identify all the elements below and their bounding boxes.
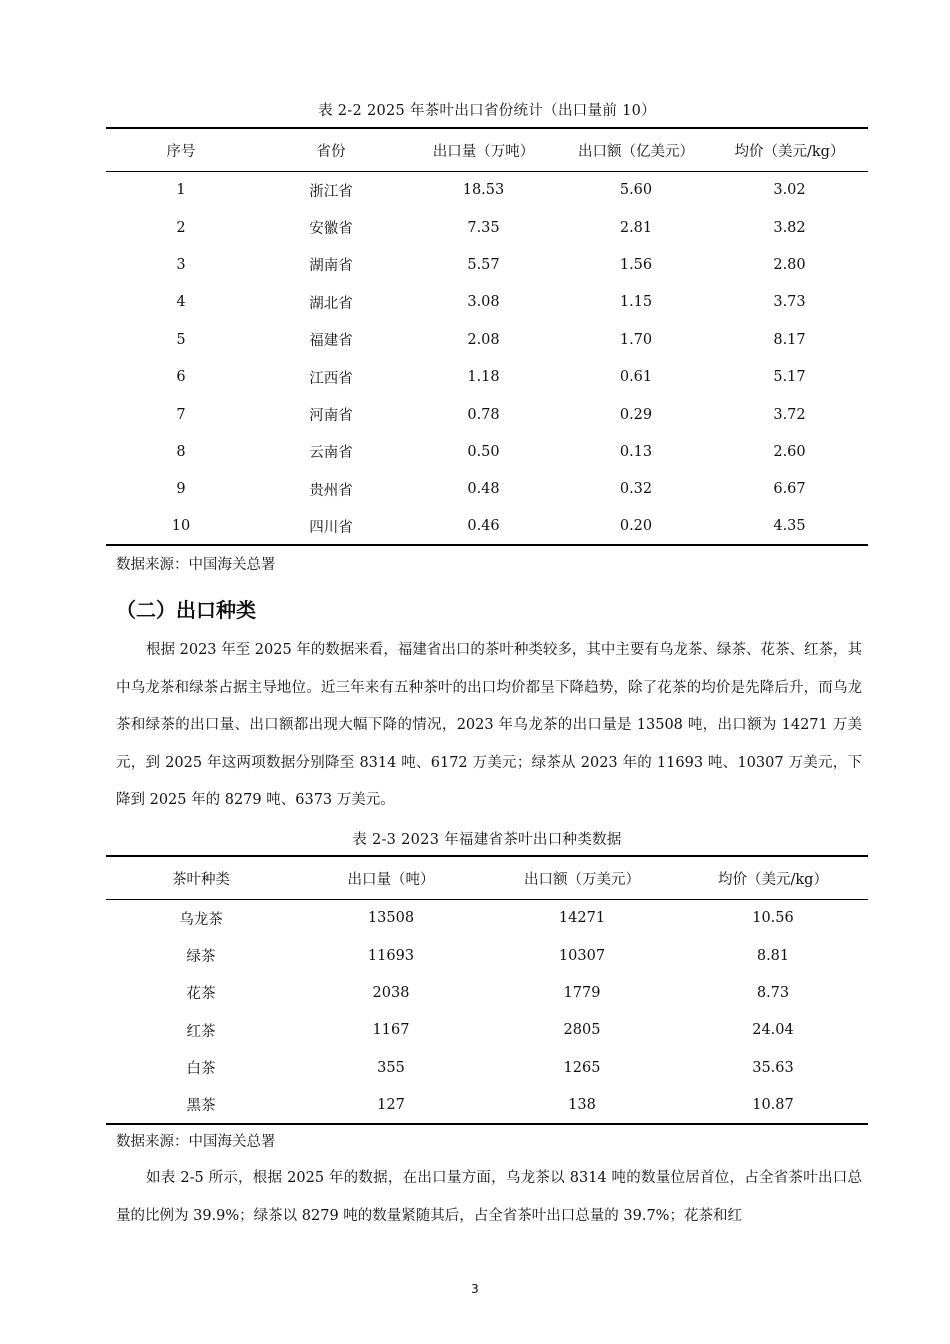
header-cell: 均价（美元/kg） xyxy=(711,128,868,172)
table-row xyxy=(106,358,868,395)
table-cell: 乌龙茶 xyxy=(179,911,223,928)
table-cell: 四川省 xyxy=(309,519,353,536)
table-row xyxy=(106,1012,868,1049)
table-cell: 1 xyxy=(176,182,186,199)
table-cell: 3.08 xyxy=(467,294,500,311)
table-cell: 贵州省 xyxy=(309,482,353,499)
table-cell: 6 xyxy=(176,369,186,386)
table-cell: 花茶 xyxy=(186,986,216,1003)
section-title: （二）出口种类 xyxy=(116,598,256,622)
table-cell: 0.46 xyxy=(467,518,500,535)
table-cell: 云南省 xyxy=(309,445,353,462)
table-cell: 0.48 xyxy=(467,481,500,498)
table-cell: 3.73 xyxy=(773,294,806,311)
table-cell: 8.73 xyxy=(756,984,790,1001)
table-cell: 4.35 xyxy=(773,518,806,535)
table-cell: 10.87 xyxy=(752,1096,794,1113)
table-cell: 2.81 xyxy=(619,219,653,236)
table-cell: 10307 xyxy=(558,947,606,964)
table-cell: 18.53 xyxy=(462,182,505,199)
table-cell: 0.32 xyxy=(619,481,653,498)
table-cell: 3.82 xyxy=(773,219,806,236)
table-cell: 0.61 xyxy=(619,369,653,386)
table-row xyxy=(106,433,868,470)
table-cell: 白茶 xyxy=(186,1061,216,1078)
header-cell: 出口量（万吨） xyxy=(406,128,561,172)
table-header-row xyxy=(106,856,868,900)
table-cell: 1779 xyxy=(563,984,601,1001)
table-cell: 湖北省 xyxy=(309,295,353,312)
table-2-2 xyxy=(106,127,868,546)
table-cell: 14271 xyxy=(558,910,606,927)
table-row xyxy=(106,508,868,545)
table-cell: 24.04 xyxy=(752,1022,794,1039)
table-cell: 6.67 xyxy=(773,481,806,498)
table-row xyxy=(106,246,868,283)
table-cell: 河南省 xyxy=(309,408,353,425)
table-cell: 3.72 xyxy=(773,406,806,423)
table-cell: 3 xyxy=(176,256,186,273)
table-cell: 4 xyxy=(176,294,186,311)
table-header-row xyxy=(106,128,868,172)
table-cell: 7.35 xyxy=(467,219,500,236)
header-cell: 茶叶种类 xyxy=(106,856,296,900)
table-cell: 黑茶 xyxy=(186,1098,216,1115)
header-cell: 序号 xyxy=(106,128,256,172)
table-2-3-caption: 表 2-3 2023 年福建省茶叶出口种类数据 xyxy=(352,832,622,848)
header-cell: 均价（美元/kg） xyxy=(678,856,868,900)
table-row xyxy=(106,1086,868,1123)
table-row xyxy=(106,284,868,321)
table-cell: 1.18 xyxy=(467,369,500,386)
table-cell: 红茶 xyxy=(186,1023,216,1040)
table-cell: 1.15 xyxy=(619,294,653,311)
table-cell: 5.57 xyxy=(467,256,500,273)
table-cell: 0.50 xyxy=(467,443,500,460)
table-2-3 xyxy=(106,855,868,1125)
table-cell: 0.13 xyxy=(619,443,653,460)
table-cell: 127 xyxy=(377,1096,405,1113)
header-cell: 出口量（吨） xyxy=(296,856,486,900)
table-cell: 1.56 xyxy=(619,256,653,273)
table-cell: 13508 xyxy=(367,910,415,927)
table-cell: 0.78 xyxy=(467,406,500,423)
table-cell: 138 xyxy=(568,1096,596,1113)
table-cell: 8 xyxy=(176,443,186,460)
table-cell: 3.02 xyxy=(773,182,806,199)
table-cell: 1265 xyxy=(563,1059,601,1076)
table-cell: 2.08 xyxy=(467,331,500,348)
table-cell: 5.60 xyxy=(619,182,653,199)
page-number: 3 xyxy=(471,1282,479,1296)
table-cell: 绿茶 xyxy=(186,949,216,966)
table-cell: 1.70 xyxy=(619,331,653,348)
table-row xyxy=(106,396,868,433)
table-cell: 7 xyxy=(176,406,186,423)
table-cell: 2 xyxy=(176,219,186,236)
table-cell: 湖南省 xyxy=(309,258,353,275)
table-cell: 35.63 xyxy=(752,1059,794,1076)
table-cell: 江西省 xyxy=(309,370,353,387)
table-row xyxy=(106,1049,868,1086)
table-2-2-caption: 表 2-2 2025 年茶叶出口省份统计（出口量前 10） xyxy=(318,103,656,119)
table-cell: 9 xyxy=(176,481,186,498)
table-cell: 8.81 xyxy=(756,947,790,964)
header-cell: 出口额（亿美元） xyxy=(561,128,711,172)
table-cell: 2.80 xyxy=(773,256,806,273)
table-cell: 福建省 xyxy=(309,333,353,350)
body-paragraph-2: 如表 2-5 所示，根据 2025 年的数据，在出口量方面，乌龙茶以 8314 吨的数量位居首位，占全省茶叶出口总量的比例为 39.9%；绿茶以 8279 吨的数量紧随其后，占全省茶叶出口总量的 39.7%；花茶和红 xyxy=(116,1170,862,1224)
table-cell: 0.20 xyxy=(619,518,653,535)
table-row xyxy=(106,209,868,246)
table-cell: 0.29 xyxy=(619,406,653,423)
table-cell: 1167 xyxy=(372,1022,410,1039)
table-row xyxy=(106,900,868,937)
table-cell: 浙江省 xyxy=(309,183,353,200)
table-cell: 10 xyxy=(171,518,191,535)
table-cell: 5.17 xyxy=(773,369,806,386)
table-cell: 2805 xyxy=(563,1022,601,1039)
table-row xyxy=(106,471,868,508)
table-cell: 10.56 xyxy=(752,910,794,927)
table-2-2-source: 数据来源：中国海关总署 xyxy=(116,557,276,573)
table-cell: 2038 xyxy=(372,984,410,1001)
table-cell: 安徽省 xyxy=(309,221,353,238)
header-cell: 省份 xyxy=(256,128,406,172)
table-row xyxy=(106,172,868,209)
table-row xyxy=(106,974,868,1011)
table-row xyxy=(106,321,868,358)
table-cell: 5 xyxy=(176,331,186,348)
table-2-3-source: 数据来源：中国海关总署 xyxy=(116,1134,276,1150)
header-cell: 出口额（万美元） xyxy=(486,856,678,900)
table-cell: 355 xyxy=(377,1059,405,1076)
table-row xyxy=(106,937,868,974)
table-cell: 2.60 xyxy=(773,443,806,460)
body-paragraph: 根据 2023 年至 2025 年的数据来看，福建省出口的茶叶种类较多，其中主要有乌龙茶、绿茶、花茶、红茶，其中乌龙茶和绿茶占据主导地位。近三年来有五种茶叶的出口均价都呈下降趋势，除了花茶的均价是先降后升，而乌龙茶和绿茶的出口量、出口额都出现大幅下降的情况，2023 年乌龙茶的出口量是 13508 吨，出口额为 14271 万美元，到 2025 年这两项数据分别降至 8314 吨、6172 万美元；绿茶从 2023 年的 11693 吨、10307 万美元，下降到 2025 年的 8279 吨、6373 万美元。 xyxy=(116,642,862,808)
table-cell: 8.17 xyxy=(773,331,806,348)
table-cell: 11693 xyxy=(367,947,415,964)
